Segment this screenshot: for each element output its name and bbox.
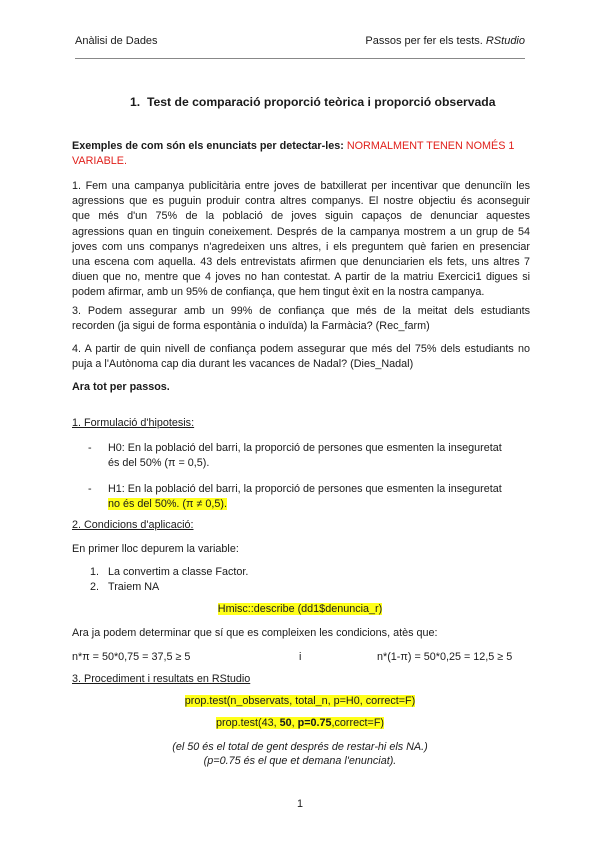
code-generic [0,694,600,709]
code-specific-part-a: prop.test(43, [215,717,280,729]
example1-line: diuen que no, mentre que 4 joves no han contestat. A partir de la matriu Exercici1 digues si [72,271,530,284]
code-specific-part-e: ,correct=F) [331,717,385,729]
example1-line: agressions que es puguin produir contra altres companys. El nostre objectiu és aconseguir [72,195,530,208]
conditions-intro: En primer lloc depurem la variable: [72,543,239,555]
h1-text [108,482,528,512]
code-describe [0,602,600,617]
header-right [365,35,525,47]
conditions-item-2 [90,580,159,595]
title-text: Test de comparació proporció teòrica i proporció observada [146,95,496,109]
example1-line: joves com uns companys n'agredeixen uns altres, i els preguntem què farien en presenciar [72,240,530,253]
example-4 [72,342,530,372]
header-right-italic: RStudio [485,35,525,47]
example4-line: puja a l'Autònoma cap dia durant les vacances de Nadal? (Dies_Nadal) [72,358,414,371]
code-specific-p: p=0.75 [297,717,332,729]
item-1-num: 1. [90,566,100,578]
h1-line1: H1: En la població del barri, la proporció de persones que esmenten la inseguretat [108,483,502,495]
h0-dash: - [88,442,92,454]
example4-line: 4. A partir de quin nivell de confiança podem assegurar que més del 75% dels estudiants no [72,343,530,355]
item-1-text: La convertim a classe Factor. [108,566,249,578]
condition-left: n*π = 50*0,75 = 37,5 ≥ 5 [72,651,191,663]
header-left: Anàlisi de Dades [75,35,158,47]
h0-line2: és del 50% (π = 0,5). [108,457,210,470]
conditions-heading: 2. Condicions d'aplicació: [72,519,194,531]
header-rule [75,58,525,59]
code-generic-text: prop.test(n_observats, total_n, p=H0, correct=F) [184,695,416,707]
h0-text [108,441,528,471]
hypothesis-heading: 1. Formulació d'hipotesis: [72,417,195,429]
example1-line: 1. Fem una campanya publicitària entre joves de batxillerat per incentivar que denunciïn les [72,180,530,192]
example3-line: 3. Podem assegurar amb un 99% de confiança que més de la meitat dels estudiants [72,305,530,317]
code-specific [0,716,600,731]
page-number: 1 [296,798,303,810]
code-specific-text [216,717,384,729]
header-right-text: Passos per fer els tests. [365,35,486,47]
item-2-num: 2. [90,581,100,593]
conditions-item-1 [90,565,248,580]
note-2: (p=0.75 és el que et demana l'enunciat). [203,755,397,767]
h1-line2: no és del 50%. (π ≠ 0,5). [108,498,228,511]
code-specific-total: 50 [279,717,292,729]
example-3 [72,304,530,334]
condition-right: n*(1-π) = 50*0,25 = 12,5 ≥ 5 [377,651,513,663]
code-describe-text: Hmisc::describe (dd1$denuncia_r) [217,603,383,615]
item-2-text: Traiem NA [108,581,160,593]
examples-intro-red2: VARIABLE. [72,155,128,168]
examples-intro [72,139,532,169]
conditions-statement: Ara ja podem determinar que sí que es compleixen les condicions, atès que: [72,627,438,639]
example-1 [72,179,530,301]
examples-intro-red1: NORMALMENT TENEN NOMÉS 1 [346,140,515,152]
h0-line1: H0: En la població del barri, la proporció de persones que esmenten la inseguretat [108,442,502,454]
example1-line: una escena com aquella. 43 dels entrevistats afirmen que denunciarien els fets, uns altres 7 [72,256,530,269]
step-by-step-heading: Ara tot per passos. [72,381,170,393]
title-number: 1. [130,95,141,109]
example1-line: que més d'un 75% de la població de joves siguin capaços de denunciar aquestes [72,210,530,223]
examples-intro-bold: Exemples de com són els enunciats per detectar-les: [72,140,344,152]
procedure-heading: 3. Procediment i resultats en RStudio [72,673,251,685]
example3-line: recorden (ja sigui de forma espontània o induïda) la Farmàcia? (Rec_farm) [72,320,430,333]
h1-dash: - [88,483,92,495]
note-1: (el 50 és el total de gent després de restar-hi els NA.) [172,741,428,753]
condition-and: i [299,651,302,663]
code-specific-part-c: , [291,717,298,729]
example1-line: podem afirmar, amb un 95% de confiança, que hem tingut èxit en la nostra campanya. [72,286,485,299]
example1-line: agressions quan en tinguin coneixement. Després de la campanya mostrem a un grup de 54 [72,225,530,238]
section-title [130,95,496,109]
